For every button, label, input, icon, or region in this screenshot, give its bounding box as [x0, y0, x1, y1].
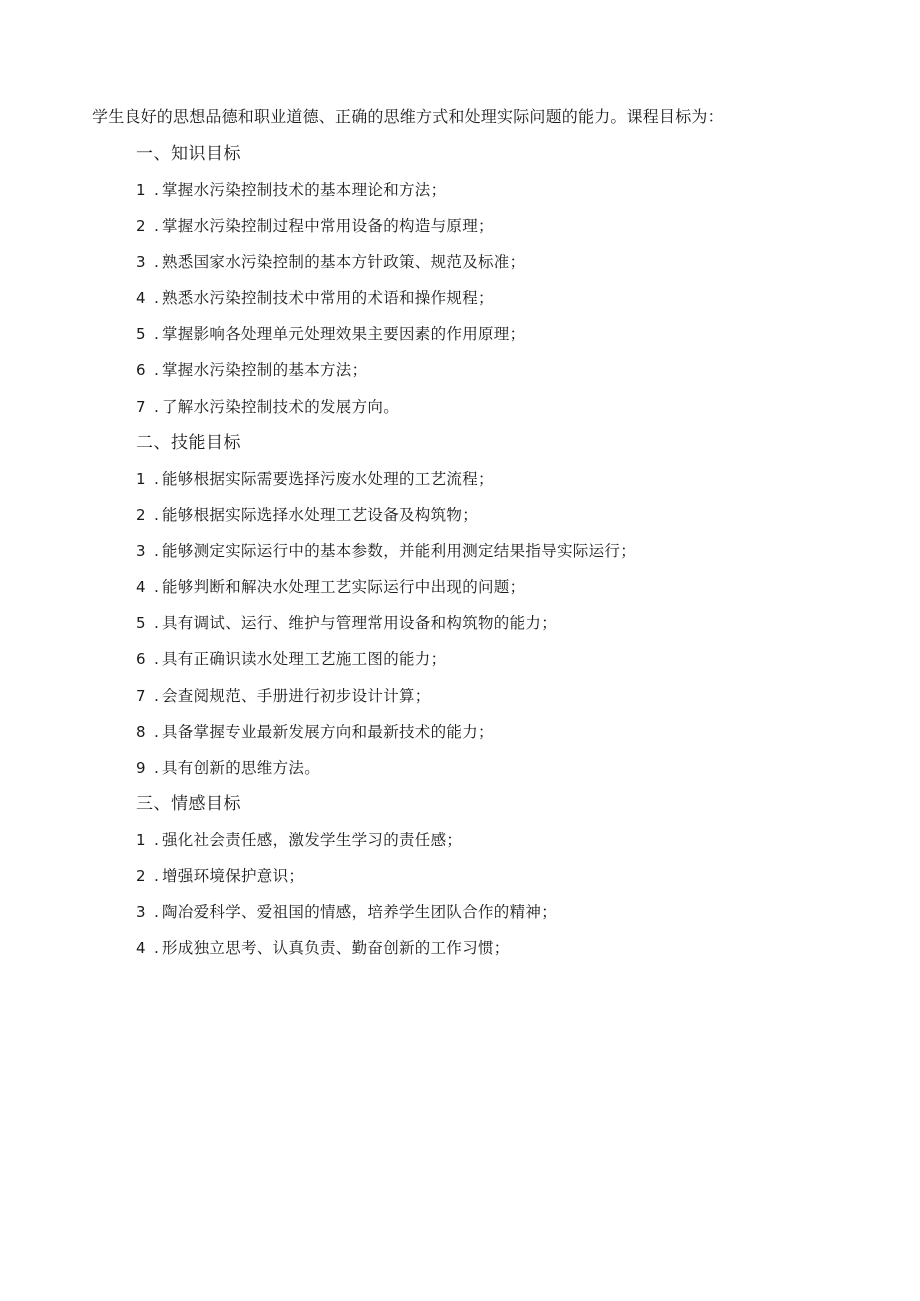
section-skill-goals	[136, 430, 836, 791]
item-number: 4	[136, 289, 146, 308]
intro-paragraph: 学生良好的思想品德和职业道德、正确的思维方式和处理实际问题的能力。课程目标为：	[92, 107, 724, 126]
item-number: 3	[136, 253, 146, 272]
item-text: 具有创新的思维方法。	[162, 758, 321, 777]
list-item: 4 . 熟悉水污染控制技术中常用的术语和操作规程；	[136, 285, 836, 321]
item-text: 能够根据实际选择水处理工艺设备及构筑物；	[162, 506, 479, 525]
item-number: 8	[136, 722, 146, 741]
item-text: 熟悉国家水污染控制的基本方针政策、规范及标准；	[162, 253, 526, 272]
item-text: 了解水污染控制技术的发展方向。	[162, 397, 400, 416]
item-text: 掌握水污染控制过程中常用设备的构造与原理；	[162, 217, 494, 236]
list-item: 3 . 能够测定实际运行中的基本参数，并能利用测定结果指导实际运行；	[136, 538, 836, 574]
item-text: 具有调试、运行、维护与管理常用设备和构筑物的能力；	[162, 614, 558, 633]
item-text: 强化社会责任感，激发学生学习的责任感；	[162, 831, 463, 849]
item-text: 能够根据实际需要选择污废水处理的工艺流程；	[162, 470, 494, 488]
section-heading: 三、情感目标	[136, 794, 241, 814]
item-number: 2	[136, 217, 146, 236]
item-number: 1	[136, 470, 146, 488]
item-text: 陶冶爱科学、爱祖国的情感，培养学生团队合作的精神；	[162, 903, 558, 922]
item-text: 熟悉水污染控制技术中常用的术语和操作规程；	[162, 289, 494, 308]
list-item: 3 . 熟悉国家水污染控制的基本方针政策、规范及标准；	[136, 249, 836, 285]
list-item: 8 . 具备掌握专业最新发展方向和最新技术的能力；	[136, 719, 836, 755]
list-item: 1 . 能够根据实际需要选择污废水处理的工艺流程；	[136, 466, 836, 502]
item-text: 能够判断和解决水处理工艺实际运行中出现的问题；	[162, 578, 526, 597]
section-heading: 一、知识目标	[136, 144, 241, 164]
list-item: 2 . 能够根据实际选择水处理工艺设备及构筑物；	[136, 502, 836, 538]
item-number: 5	[136, 614, 146, 633]
item-text: 掌握影响各处理单元处理效果主要因素的作用原理；	[162, 325, 526, 344]
item-text: 会查阅规范、手册进行初步设计计算；	[162, 686, 431, 705]
item-number: 2	[136, 506, 146, 525]
item-number: 1	[136, 181, 146, 199]
list-item: 9 . 具有创新的思维方法。	[136, 755, 836, 791]
list-item: 4 . 能够判断和解决水处理工艺实际运行中出现的问题；	[136, 574, 836, 610]
goal-list	[136, 466, 836, 791]
item-number: 3	[136, 542, 146, 561]
section-affective-goals	[136, 791, 836, 971]
item-text: 增强环境保护意识；	[162, 867, 305, 886]
list-item: 7 . 了解水污染控制技术的发展方向。	[136, 394, 836, 430]
list-item: 4 . 形成独立思考、认真负责、勤奋创新的工作习惯；	[136, 935, 836, 971]
item-number: 6	[136, 650, 146, 669]
item-number: 7	[136, 686, 146, 705]
item-number: 3	[136, 903, 146, 922]
list-item: 1 . 强化社会责任感，激发学生学习的责任感；	[136, 827, 836, 863]
section-heading: 二、技能目标	[136, 433, 241, 453]
item-text: 掌握水污染控制技术的基本理论和方法；	[162, 181, 447, 199]
item-text: 形成独立思考、认真负责、勤奋创新的工作习惯；	[162, 939, 510, 958]
item-number: 1	[136, 831, 146, 849]
section-knowledge-goals	[136, 141, 836, 430]
list-item: 7 . 会查阅规范、手册进行初步设计计算；	[136, 683, 836, 719]
goal-list	[136, 177, 836, 430]
item-number: 4	[136, 939, 146, 958]
list-item: 6 . 具有正确识读水处理工艺施工图的能力；	[136, 646, 836, 682]
item-number: 2	[136, 867, 146, 886]
list-item: 3 . 陶冶爱科学、爱祖国的情感，培养学生团队合作的精神；	[136, 899, 836, 935]
item-text: 具备掌握专业最新发展方向和最新技术的能力；	[162, 722, 494, 741]
item-number: 4	[136, 578, 146, 597]
list-item: 5 . 具有调试、运行、维护与管理常用设备和构筑物的能力；	[136, 610, 836, 646]
item-number: 9	[136, 758, 146, 777]
item-text: 具有正确识读水处理工艺施工图的能力；	[162, 650, 447, 669]
list-item: 5 . 掌握影响各处理单元处理效果主要因素的作用原理；	[136, 321, 836, 357]
item-number: 5	[136, 325, 146, 344]
item-text: 能够测定实际运行中的基本参数，并能利用测定结果指导实际运行；	[162, 542, 637, 561]
goal-list	[136, 827, 836, 971]
item-number: 7	[136, 397, 146, 416]
list-item: 6 . 掌握水污染控制的基本方法；	[136, 357, 836, 393]
item-text: 掌握水污染控制的基本方法；	[162, 361, 368, 380]
list-item: 1 . 掌握水污染控制技术的基本理论和方法；	[136, 177, 836, 213]
list-item: 2 . 掌握水污染控制过程中常用设备的构造与原理；	[136, 213, 836, 249]
list-item: 2 . 增强环境保护意识；	[136, 863, 836, 899]
item-number: 6	[136, 361, 146, 380]
